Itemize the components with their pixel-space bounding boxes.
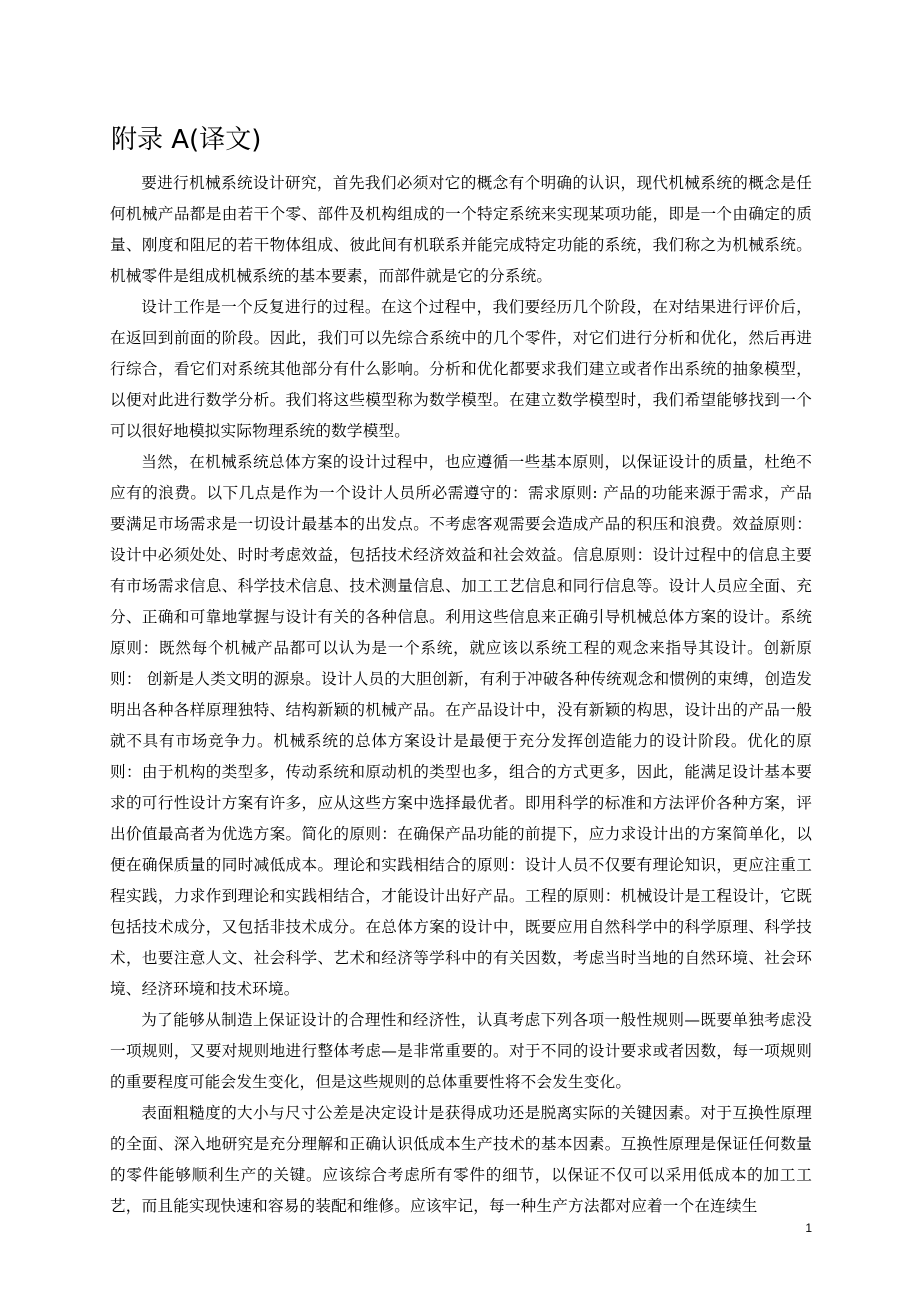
page-number: 1 — [805, 1221, 812, 1235]
document-title: 附录 A(译文) — [111, 125, 262, 155]
paragraph-design-principles: 当然，在机械系统总体方案的设计过程中，也应遵循一些基本原则，以保证设计的质量，杜绝不应有的浪费。以下几点是作为一个设计人员所必需遵守的：需求原则: 产品的功能来源于需求，产品要满足市场需求是一切设计最基本的出发点。不考虑客观需要会造成产品的积压和浪费。效益原则：设计中必须处处、时时考虑效益，包括技术经济效益和社会效益。信息原则：设计过程中的信息主要有市场需求信息、科学技术信息、技术测量信息、加工工艺信息和同行信息等。设计人员应全面、充分、正确和可靠地掌握与设计有关的各种信息。利用这些信息来正确引导机械总体方案的设计。系统原则：既然每个机械产品都可以认为是一个系统，就应该以系统工程的观念来指导其设计。创新原则： 创新是人类文明的源泉。设计人员的大胆创新，有利于冲破各种传统观念和惯例的束缚，创造发明出各种各样原理独特、结构新颖的机械产品。在产品设计中，没有新颖的构思，设计出的产品一般就不具有市场竞争力。机械系统的总体方案设计是最便于充分发挥创造能力的设计阶段。优化的原则：由于机构的类型多，传动系统和原动机的类型也多，组合的方式更多，因此，能满足设计基本要求的可行性设计方案有许多，应从这些方案中选择最优者。即用科学的标准和方法评价各种方案，评出价值最高者为优选方案。简化的原则：在确保产品功能的前提下，应力求设计出的方案简单化，以便在确保质量的同时减低成本。理论和实践相结合的原则：设计人员不仅要有理论知识，更应注重工程实践，力求作到理论和实践相结合，才能设计出好产品。工程的原则：机械设计是工程设计，它既包括技术成分，又包括非技术成分。在总体方案的设计中，既要应用自然科学中的科学原理、科学技术，也要注意人文、社会科学、艺术和经济等学科中的有关因数，考虑当时当地的自然环境、社会环境、经济环境和技术环境。 — [110, 453, 812, 998]
paragraph-surface-roughness: 表面粗糙度的大小与尺寸公差是决定设计是获得成功还是脱离实际的关键因素。对于互换性原理的全面、深入地研究是充分理解和正确认识低成本生产技术的基本因素。互换性原理是保证任何数量的零件能够顺利生产的关键。应该综合考虑所有零件的细节，以保证不仅可以采用低成本的加工工艺，而且能实现快速和容易的装配和维修。应该牢记，每一种生产方法都对应着一个在连续生 — [110, 1104, 812, 1215]
document-body — [110, 168, 812, 1222]
paragraph-system-concept: 要进行机械系统设计研究，首先我们必须对它的概念有个明确的认识，现代机械系统的概念是任何机械产品都是由若干个零、部件及机构组成的一个特定系统来实现某项功能，即是一个由确定的质量、刚度和阻尼的若干物体组成、彼此间有机联系并能完成特定功能的系统，我们称之为机械系统。机械零件是组成机械系统的基本要素，而部件就是它的分系统。 — [110, 174, 812, 285]
paragraph-general-rules: 为了能够从制造上保证设计的合理性和经济性，认真考虑下列各项一般性规则—既要单独考虑没一项规则，又要对规则地进行整体考虑—是非常重要的。对于不同的设计要求或者因数，每一项规则的重要程度可能会发生变化，但是这些规则的总体重要性将不会发生变化。 — [110, 1011, 812, 1091]
paragraph-design-process: 设计工作是一个反复进行的过程。在这个过程中，我们要经历几个阶段，在对结果进行评价后，在返回到前面的阶段。因此，我们可以先综合系统中的几个零件，对它们进行分析和优化，然后再进行综合，看它们对系统其他部分有什么影响。分析和优化都要求我们建立或者作出系统的抽象模型，以便对此进行数学分析。我们将这些模型称为数学模型。在建立数学模型时，我们希望能够找到一个可以很好地模拟实际物理系统的数学模型。 — [110, 298, 812, 440]
